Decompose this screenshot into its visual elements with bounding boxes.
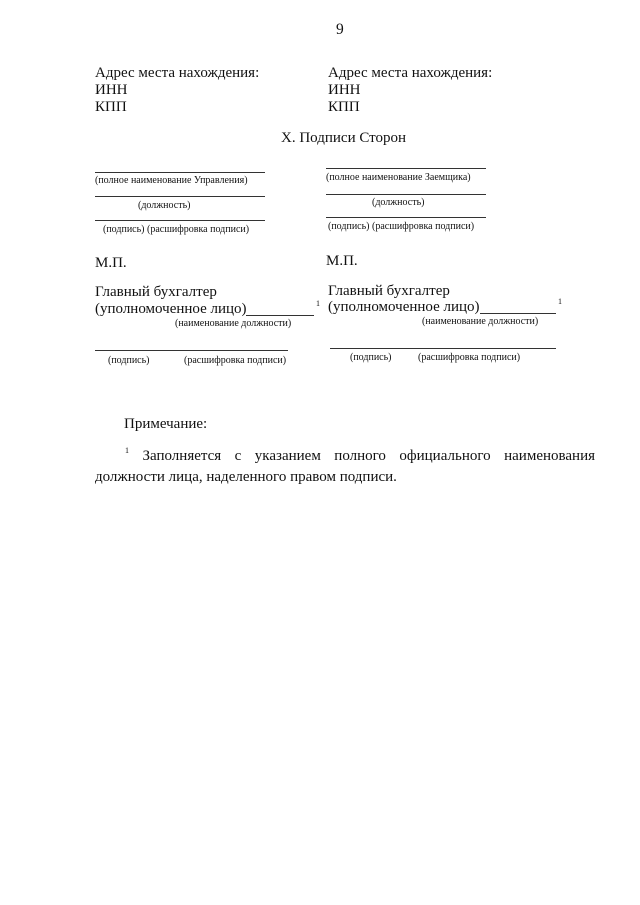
left-accountant-title: Главный бухгалтер (95, 284, 217, 300)
note-footnote-mark: 1 (125, 446, 129, 455)
right-signature-line[interactable] (326, 217, 486, 218)
right-signature-caption: (подпись) (расшифровка подписи) (328, 221, 475, 232)
left-signature-line[interactable] (95, 220, 265, 221)
right-sig-caption-a: (подпись) (350, 352, 392, 363)
right-position-name-line[interactable] (480, 313, 556, 314)
left-position-caption: (должность) (138, 200, 191, 211)
note-title: Примечание: (124, 416, 208, 432)
left-sig-caption-a: (подпись) (108, 355, 150, 366)
right-footnote-mark: 1 (558, 297, 562, 306)
left-stamp-label: М.П. (95, 255, 127, 271)
left-position-name-caption: (наименование должности) (175, 318, 292, 329)
right-inn-label: ИНН (328, 82, 361, 98)
page-number: 9 (336, 21, 344, 38)
right-stamp-label: М.П. (326, 253, 358, 269)
right-position-name-caption: (наименование должности) (422, 316, 539, 327)
left-accountant-subtitle: (уполномоченное лицо) (95, 301, 247, 317)
right-address-label: Адрес места нахождения: (328, 65, 493, 81)
section-title: X. Подписи Сторон (281, 130, 407, 146)
left-address-label: Адрес места нахождения: (95, 65, 260, 81)
right-accountant-signature-line[interactable] (330, 348, 556, 349)
left-footnote-mark: 1 (316, 299, 320, 308)
left-inn-label: ИНН (95, 82, 128, 98)
left-accountant-signature-line[interactable] (95, 350, 288, 351)
right-sig-caption-b: (расшифровка подписи) (418, 352, 521, 363)
right-kpp-label: КПП (328, 99, 360, 115)
note-text (95, 440, 595, 488)
note-body-text: Заполняется с указанием полного официального наименования должности лица, наделенного правом подписи. (95, 448, 595, 485)
right-position-caption: (должность) (372, 197, 425, 208)
right-accountant-title: Главный бухгалтер (328, 283, 450, 299)
left-sig-caption-b: (расшифровка подписи) (184, 355, 287, 366)
left-signature-caption: (подпись) (расшифровка подписи) (103, 224, 250, 235)
right-org-caption: (полное наименование Заемщика) (326, 172, 471, 183)
left-position-line[interactable] (95, 196, 265, 197)
left-kpp-label: КПП (95, 99, 127, 115)
left-org-caption: (полное наименование Управления) (95, 175, 248, 186)
right-position-line[interactable] (326, 194, 486, 195)
right-org-name-line[interactable] (326, 168, 486, 169)
left-position-name-line[interactable] (246, 315, 314, 316)
left-org-name-line[interactable] (95, 172, 265, 173)
right-accountant-subtitle: (уполномоченное лицо) (328, 299, 480, 315)
